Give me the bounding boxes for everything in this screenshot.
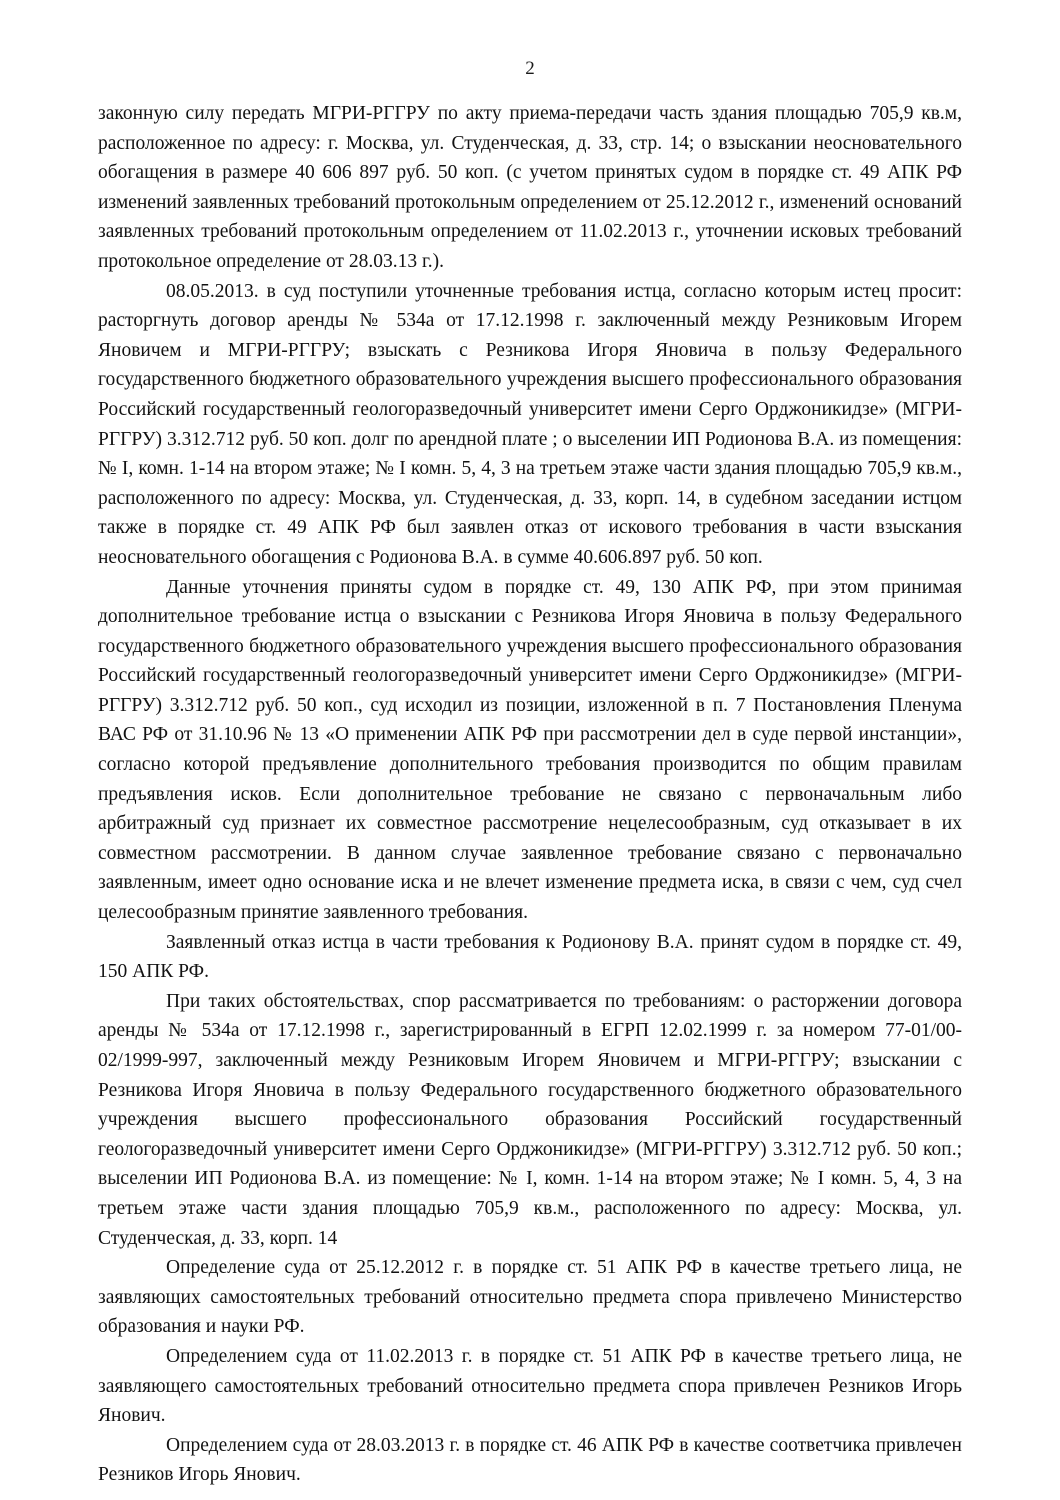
paragraph-dispute-scope: При таких обстоятельствах, спор рассматривается по требованиям: о расторжении договора аренды № 534а от 17.12.1998 г., зарегистрированный в ЕГРП 12.02.1999 г. за номером 77-01/00-02/1999-997, заключенный между Резниковым Игорем Яновичем и МГРИ-РГГРУ; взыскании с Резникова Игоря Яновича в пользу Федерального государственного бюджетного образовательного учреждения высшего профессионального образования Российский государственный геологоразведочный университет имени Серго Орджоникидзе» (МГРИ-РГГРУ) 3.312.712 руб. 50 коп.; выселении ИП Родионова В.А. из помещение: № I, комн. 1-14 на втором этаже; № I комн. 5, 4, 3 на третьем этаже части здания площадью 705,9 кв.м., расположенного по адресу: Москва, ул. Студенческая, д. 33, корп. 14 <box>98 990 962 1249</box>
page-number: 2 <box>525 58 535 79</box>
paragraph-clarified-claims: 08.05.2013. в суд поступили уточненные требования истца, согласно которым истец просит: расторгнуть договор аренды № 534а от 17.12.1998 г. заключенный между Резниковым Игорем Яновичем и МГРИ-РГГРУ; взыскать с Резникова Игоря Яновича в пользу Федерального государственного бюджетного образовательного учреждения высшего профессионального образования Российский государственный геологоразведочный университет имени Серго Орджоникидзе» (МГРИ-РГГРУ) 3.312.712 руб. 50 коп. долг по арендной плате ; о выселении ИП Родионова В.А. из помещения: № I, комн. 1-14 на втором этаже; № I комн. 5, 4, 3 на третьем этаже части здания площадью 705,9 кв.м., расположенного по адресу: Москва, ул. Студенческая, д. 33, корп. 14, в судебном заседании истцом также в порядке ст. 49 АПК РФ был заявлен отказ от искового требования в части взыскания неосновательного обогащения с Родионова В.А. в сумме 40.606.897 руб. 50 коп. <box>98 280 962 568</box>
paragraph-continuation: законную силу передать МГРИ-РГГРУ по акту приема-передачи часть здания площадью 705,9 кв.м, расположенное по адресу: г. Москва, ул. Студенческая, д. 33, стр. 14; о взыскании неосновательного обогащения в размере 40 606 897 руб. 50 коп. (с учетом принятых судом в порядке ст. 49 АПК РФ изменений заявленных требований протокольным определением от 25.12.2012 г., изменений оснований заявленных требований протокольным определением от 11.02.2013 г., уточнении исковых требований протокольное определение от 28.03.13 г.). <box>98 103 962 272</box>
paragraph-refusal-accepted: Заявленный отказ истца в части требования к Родионову В.А. принят судом в порядке ст. 49, 150 АПК РФ. <box>98 931 962 983</box>
paragraph-ruling-11-02-2013: Определением суда от 11.02.2013 г. в порядке ст. 51 АПК РФ в качестве третьего лица, не заявляющего самостоятельных требований относительно предмета спора привлечен Резников Игорь Янович. <box>98 1345 962 1427</box>
paragraph-accepted-clarifications: Данные уточнения приняты судом в порядке ст. 49, 130 АПК РФ, при этом принимая дополнительное требование истца о взыскании с Резникова Игоря Яновича в пользу Федерального государственного бюджетного образовательного учреждения высшего профессионального образования Российский государственный геологоразведочный университет имени Серго Орджоникидзе» (МГРИ-РГГРУ) 3.312.712 руб. 50 коп., суд исходил из позиции, изложенной в п. 7 Постановления Пленума ВАС РФ от 31.10.96 № 13 «О применении АПК РФ при рассмотрении дел в суде первой инстанции», согласно которой предъявление дополнительного требования производится по общим правилам предъявления исков. Если дополнительное требование не связано с первоначальным либо арбитражный суд признает их совместное рассмотрение нецелесообразным, суд отказывает в их совместном рассмотрении. В данном случае заявленное требование связано с первоначально заявленным, имеет одно основание иска и не влечет изменение предмета иска, в связи с чем, суд счел целесообразным принятие заявленного требования. <box>98 576 962 924</box>
document-body <box>98 99 962 1490</box>
paragraph-ruling-28-03-2013: Определением суда от 28.03.2013 г. в порядке ст. 46 АПК РФ в качестве соответчика привлечен Резников Игорь Янович. <box>98 1434 962 1486</box>
paragraph-ruling-25-12-2012: Определение суда от 25.12.2012 г. в порядке ст. 51 АПК РФ в качестве третьего лица, не заявляющих самостоятельных требований относительно предмета спора привлечено Министерство образования и науки РФ. <box>98 1257 962 1338</box>
